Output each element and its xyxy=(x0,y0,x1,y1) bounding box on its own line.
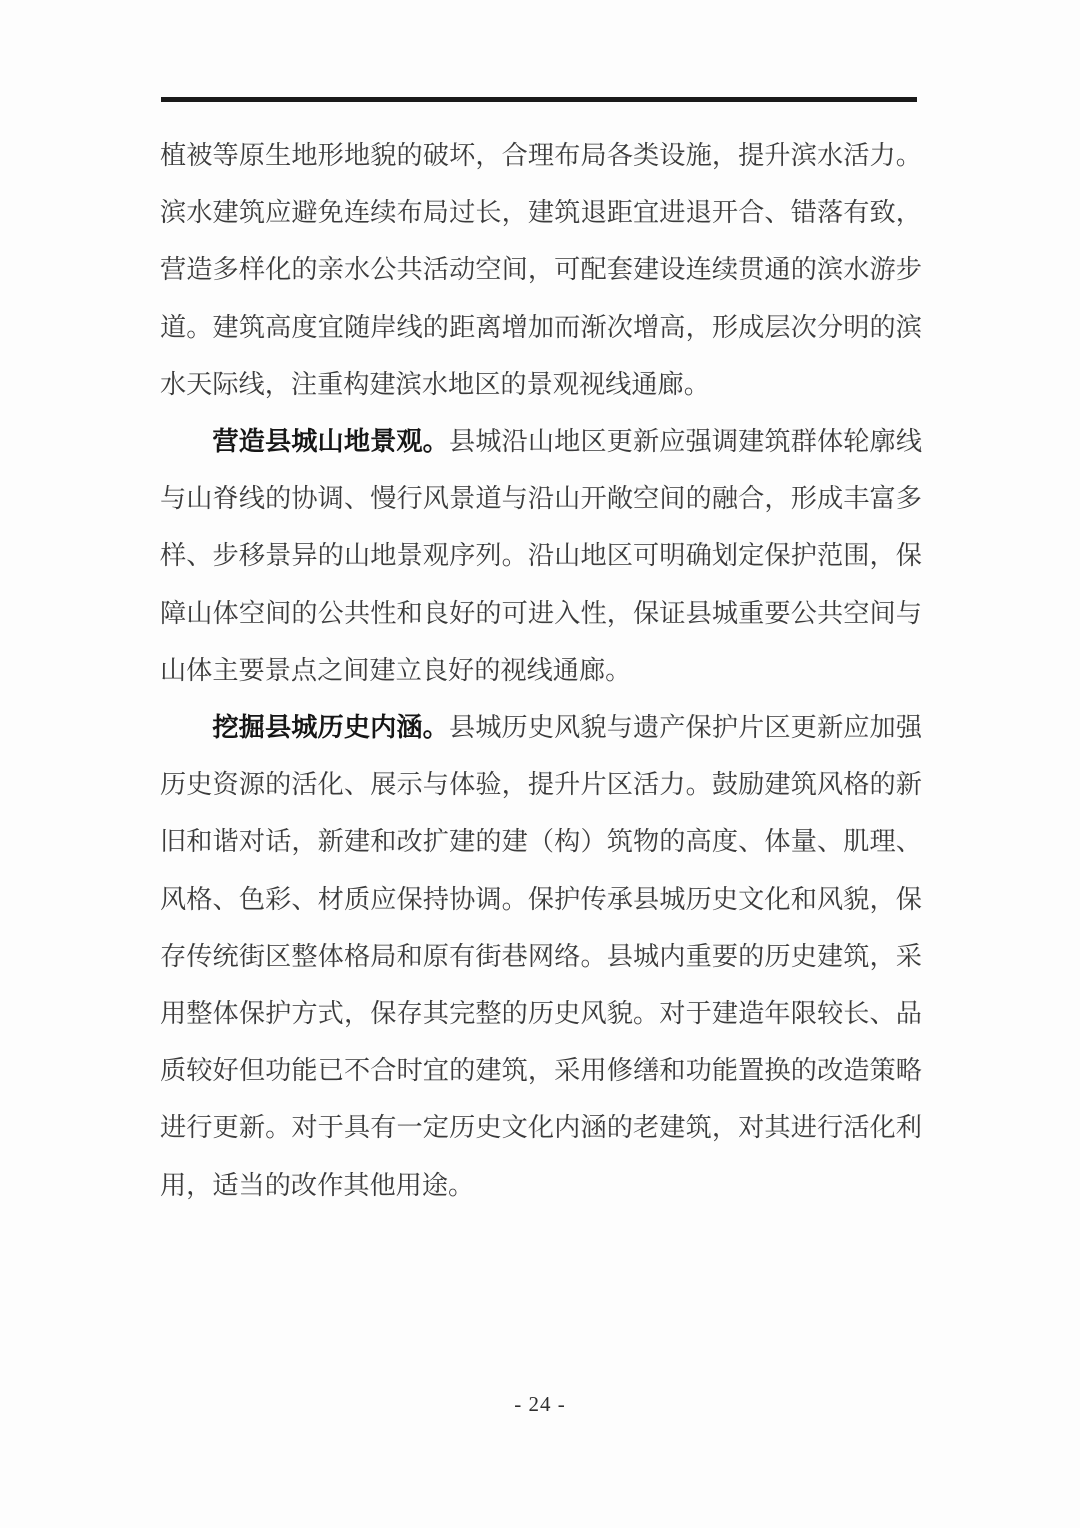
paragraph xyxy=(160,127,922,413)
paragraph xyxy=(160,699,922,1214)
paragraph-text: 植被等原生地形地貌的破坏，合理布局各类设施，提升滨水活力。滨水建筑应避免连续布局过长，建筑退距宜进退开合、错落有致，营造多样化的亲水公共活动空间，可配套建设连续贯通的滨水游步道。建筑高度宜随岸线的距离增加而渐次增高，形成层次分明的滨水天际线，注重构建滨水地区的景观视线通廊。 xyxy=(160,141,922,399)
paragraph-text: 县城沿山地区更新应强调建筑群体轮廓线与山脊线的协调、慢行风景道与沿山开敞空间的融合，形成丰富多样、步移景异的山地景观序列。沿山地区可明确划定保护范围，保障山体空间的公共性和良好的可进入性，保证县城重要公共空间与山体主要景点之间建立良好的视线通廊。 xyxy=(160,427,923,685)
page-number: - 24 - xyxy=(514,1392,566,1416)
paragraph-text: 县城历史风貌与遗产保护片区更新应加强历史资源的活化、展示与体验，提升片区活力。鼓励建筑风格的新旧和谐对话，新建和改扩建的建（构）筑物的高度、体量、肌理、风格、色彩、材质应保持协调。保护传承县城历史文化和风貌，保存传统街区整体格局和原有街巷网络。县城内重要的历史建筑，采用整体保护方式，保存其完整的历史风貌。对于建造年限较长、品质较好但功能已不合时宜的建筑，采用修缮和功能置换的改造策略进行更新。对于具有一定历史文化内涵的老建筑，对其进行活化利用，适当的改作其他用途。 xyxy=(160,713,923,1200)
paragraph-lead-bold: 挖掘县城历史内涵。 xyxy=(212,713,449,743)
paragraph-lead-bold: 营造县城山地景观。 xyxy=(212,427,449,457)
page-footer xyxy=(0,1392,1080,1417)
document-body xyxy=(160,127,922,1214)
header-rule xyxy=(161,97,917,102)
paragraph xyxy=(160,413,922,699)
